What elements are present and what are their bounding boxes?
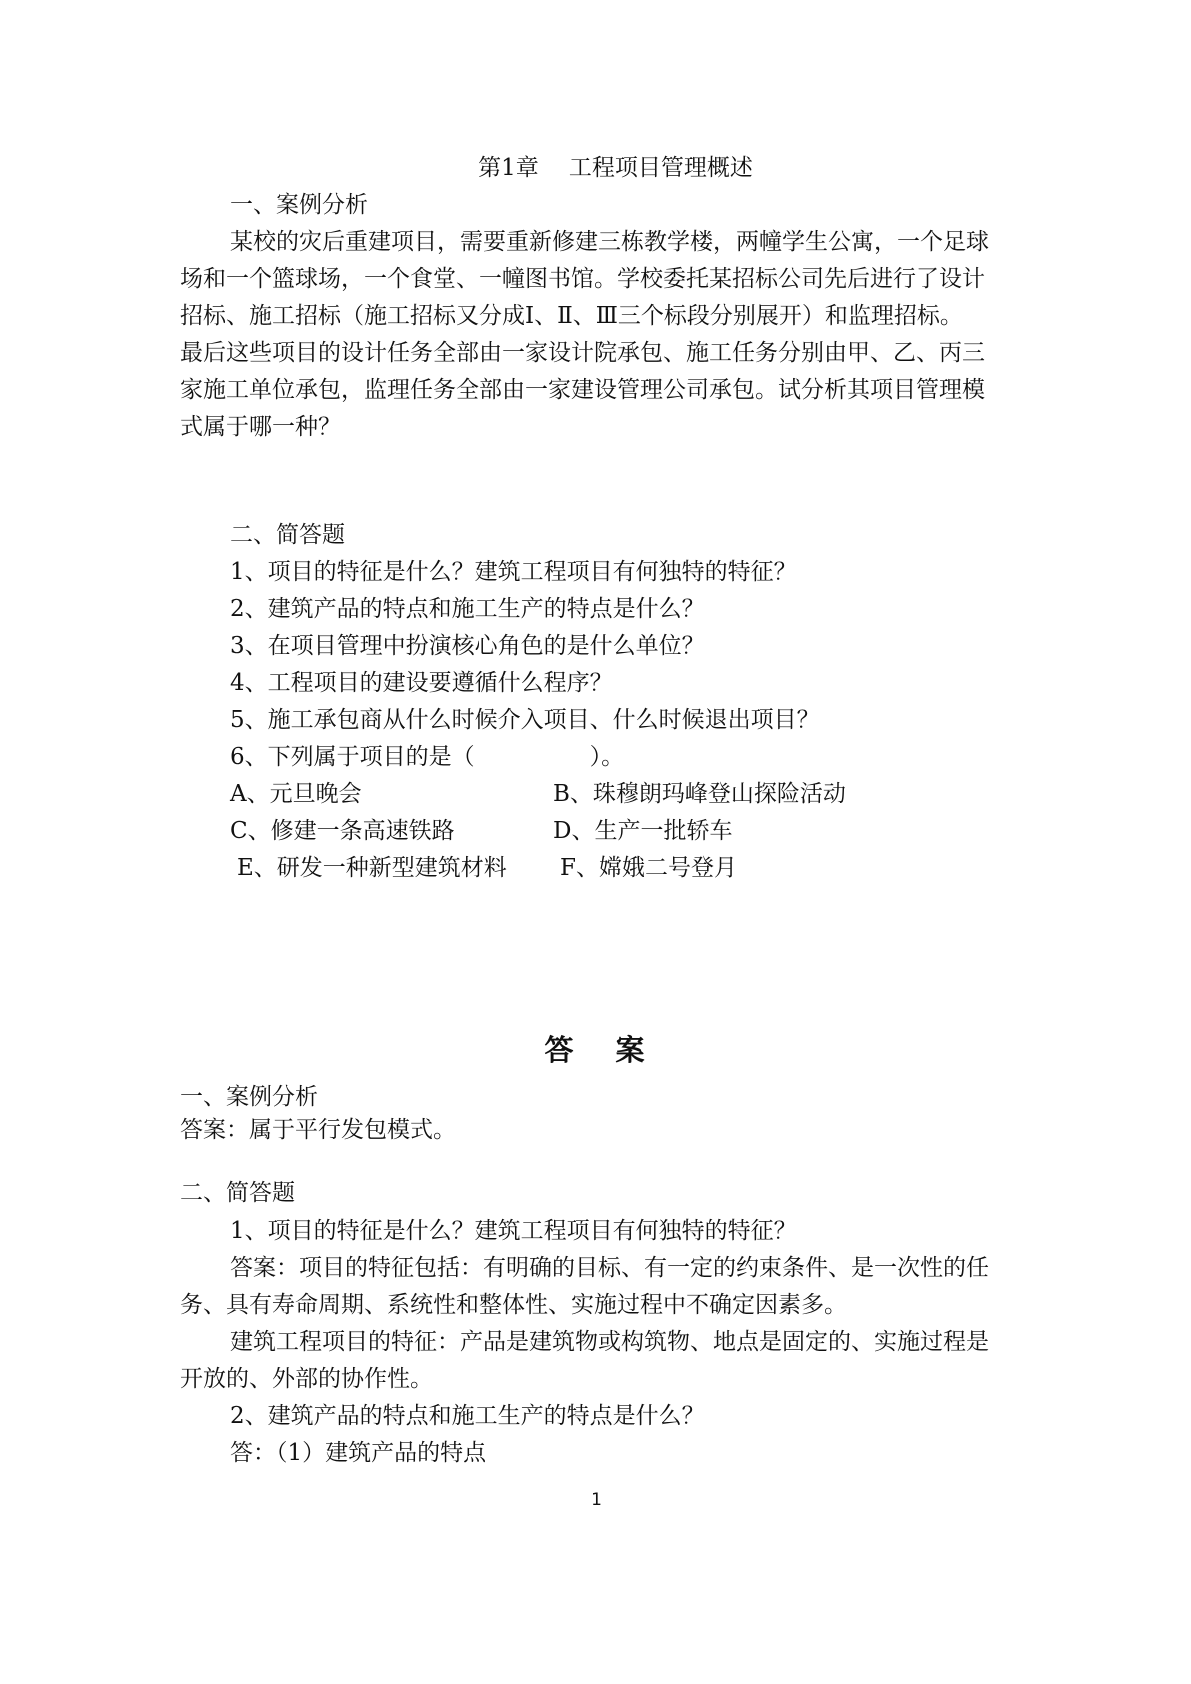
answer-case-text: 答案：属于平行发包模式。 <box>180 1117 456 1143</box>
option-c: C、修建一条高速铁路 <box>230 818 455 844</box>
case-paragraph-line: 式属于哪一种？ <box>180 414 341 440</box>
question-item: 2、建筑产品的特点和施工生产的特点是什么？ <box>230 596 705 622</box>
answer-text-line: 答：（1）建筑产品的特点 <box>230 1440 487 1466</box>
answer-short-heading: 二、简答题 <box>180 1180 295 1206</box>
page-number: 1 <box>591 1490 602 1510</box>
case-paragraph-line: 最后这些项目的设计任务全部由一家设计院承包、施工任务分别由甲、乙、丙三 <box>180 340 985 366</box>
answer-question-1: 1、项目的特征是什么？建筑工程项目有何独特的特征？ <box>230 1218 797 1244</box>
short-answer-heading: 二、简答题 <box>230 522 345 548</box>
option-a: A、元旦晚会 <box>230 781 362 807</box>
chapter-number: 第1章 <box>478 155 539 181</box>
case-paragraph-line: 家施工单位承包，监理任务全部由一家建设管理公司承包。试分析其项目管理模 <box>180 377 985 403</box>
chapter-name: 工程项目管理概述 <box>568 155 753 181</box>
answer-text-line: 答案：项目的特征包括：有明确的目标、有一定的约束条件、是一次性的任 <box>230 1255 989 1281</box>
answer-text-line: 建筑工程项目的特征：产品是建筑物或构筑物、地点是固定的、实施过程是 <box>230 1329 989 1355</box>
case-analysis-heading: 一、案例分析 <box>230 192 368 218</box>
answer-text-line: 开放的、外部的协作性。 <box>180 1366 433 1392</box>
question-item: 3、在项目管理中扮演核心角色的是什么单位？ <box>230 633 705 659</box>
option-e: E、研发一种新型建筑材料 <box>237 855 507 881</box>
option-d: D、生产一批轿车 <box>553 818 733 844</box>
question-item: 5、施工承包商从什么时候介入项目、什么时候退出项目？ <box>230 707 820 733</box>
answer-title-right: 案 <box>615 1033 647 1067</box>
question-item: 1、项目的特征是什么？建筑工程项目有何独特的特征？ <box>230 559 797 585</box>
option-b: B、珠穆朗玛峰登山探险活动 <box>553 781 846 807</box>
chapter-title <box>0 153 1191 183</box>
case-paragraph-line: 招标、施工招标（施工招标又分成Ⅰ、Ⅱ、Ⅲ三个标段分别展开）和监理招标。 <box>180 303 963 329</box>
answer-case-heading: 一、案例分析 <box>180 1084 318 1110</box>
answer-question-2: 2、建筑产品的特点和施工生产的特点是什么？ <box>230 1403 705 1429</box>
question-item: 6、下列属于项目的是（ ）。 <box>230 744 625 770</box>
case-paragraph-line: 场和一个篮球场，一个食堂、一幢图书馆。学校委托某招标公司先后进行了设计 <box>180 266 985 292</box>
option-f: F、嫦娥二号登月 <box>560 855 737 881</box>
question-item: 4、工程项目的建设要遵循什么程序？ <box>230 670 613 696</box>
answer-title-left: 答 <box>544 1033 576 1067</box>
answer-title <box>0 1032 1191 1068</box>
case-paragraph-line: 某校的灾后重建项目，需要重新修建三栋教学楼，两幢学生公寓，一个足球 <box>230 229 989 255</box>
answer-text-line: 务、具有寿命周期、系统性和整体性、实施过程中不确定因素多。 <box>180 1292 847 1318</box>
